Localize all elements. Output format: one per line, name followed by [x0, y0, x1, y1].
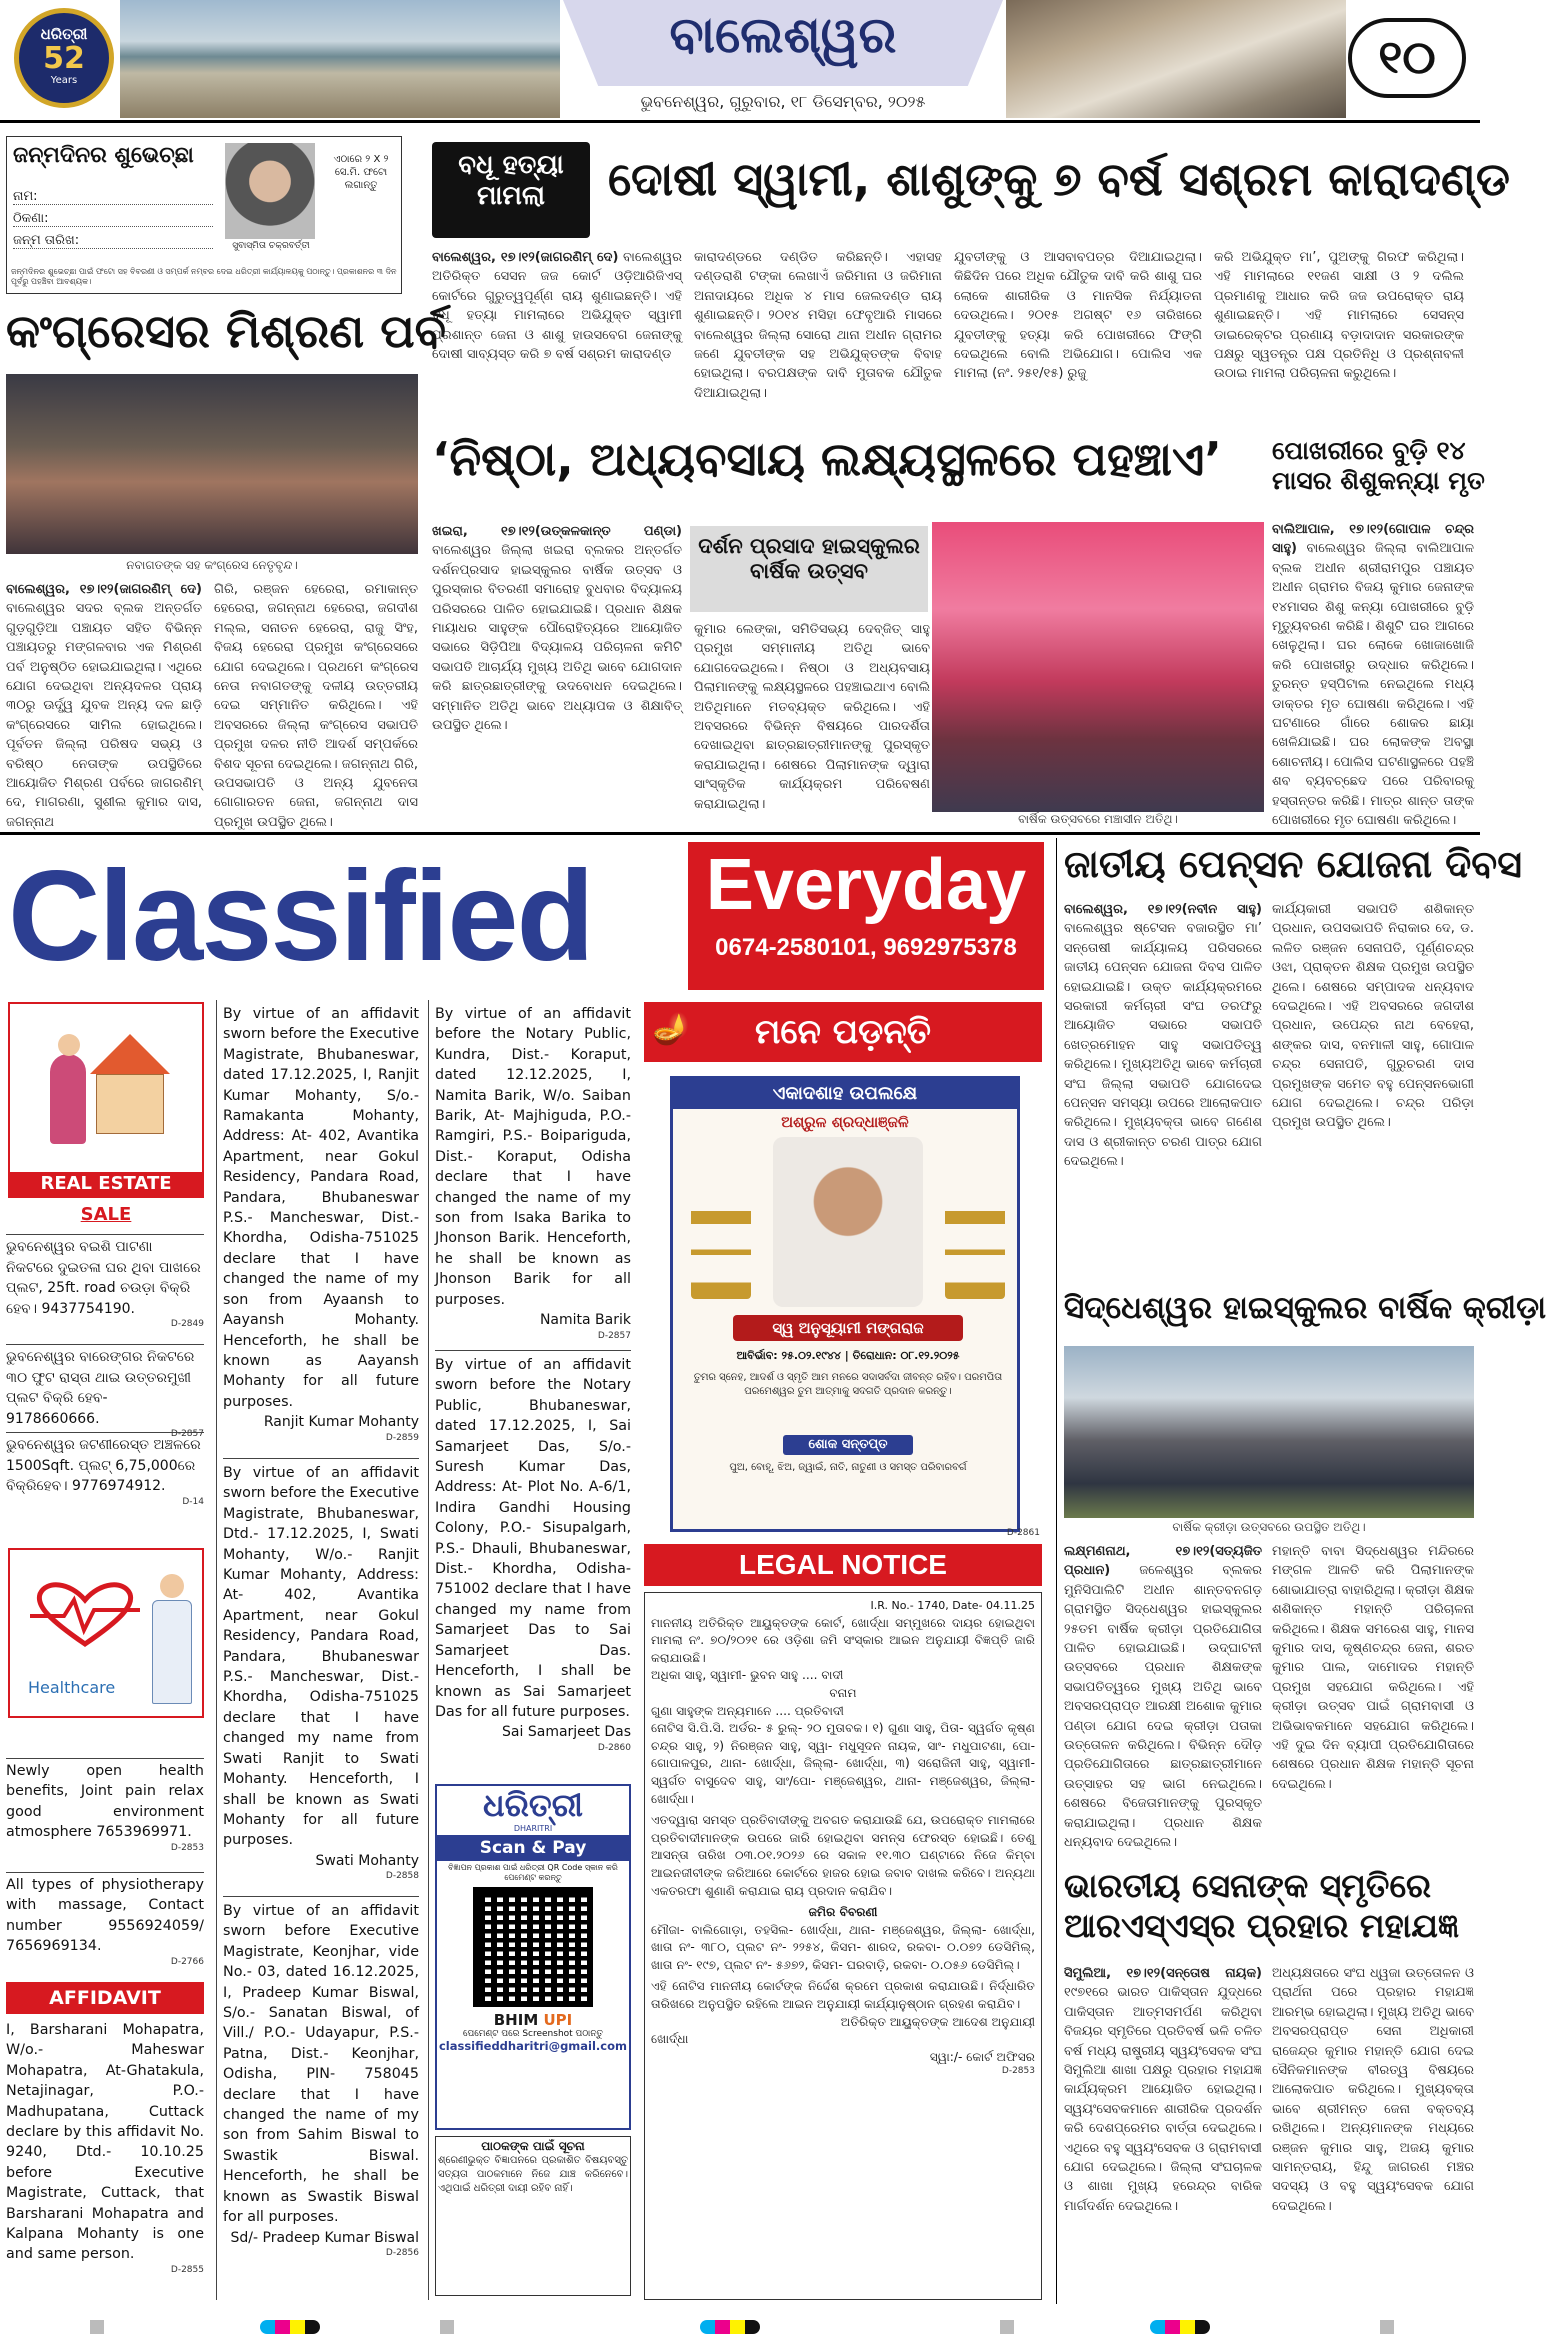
- affidavit-4-sign: Sd/- Pradeep Kumar Biswal: [230, 2229, 419, 2246]
- story-dowry-verdict: [432, 136, 1510, 420]
- obituary-card: [670, 1076, 1020, 1532]
- sale-ad-3-text: ଭୁବନେଶ୍ୱର ଜଟଣୀରେସ୍ତ ଅଞ୍ଚଳରେ 1500Sqft. ପ୍ଲଟ୍ 6,75,000ରେ ବିକ୍ରିହେବ। 9776974912.: [6, 1437, 201, 1494]
- photo-note: ଏଠାରେ ୨ X ୨ ସେ.ମି. ଫଟୋ ଲଗାନ୍ତୁ: [333, 154, 389, 191]
- affidavit-1-ref: D-2855: [170, 2264, 204, 2275]
- affidavit-4-text: By virtue of an affidavit sworn before Executive Magistrate, Keonjhar, vide No.- 03, dated 16.12.2025, I, Pradeep Kumar Biswal, S/o.- Sanatan Biswal, of Vill./ P.O.- Udayapur, P.S.- Patna, Dist.- Keonjhar, Odisha, PIN- 758045 declare that I have changed the name of my son from Sahim Biswal to Swastik Biswal. Henceforth, he shall be known as Swastik Biswal for all purposes.: [223, 1903, 419, 2226]
- health-ad-1-text: Newly open health benefits, Joint pain relax good environment atmosphere 7653969971.: [6, 1763, 204, 1841]
- upi-label: UPI: [543, 2011, 573, 2029]
- birthday-title: ଜନ୍ମଦିନର ଶୁଭେଚ୍ଛା: [13, 143, 194, 168]
- heartbeat-icon: [30, 1580, 140, 1650]
- affidavit-6-ref: D-2860: [597, 1742, 631, 1753]
- story2-caption: ନବାଗତଙ୍କ ସହ କଂଗ୍ରେସ ନେତୃବୃନ୍ଦ।: [126, 558, 298, 572]
- story1-col1: [432, 248, 682, 420]
- story3-col1-text: ବାଲେଶ୍ୱର ଜିଲ୍ଲା ଖଇରା ବ୍ଲକର ଅନ୍ତର୍ଗତ ଦର୍ଶନପ୍ରସାଦ ହାଇସ୍କୁଲର ବାର୍ଷିକ ଉତ୍ସବ ଓ ପୁରସ୍କାର ବିତରଣୀ ସମାରୋହ ବୁଧବାର ବିଦ୍ୟାଳୟ ପରିସରରେ ପାଳିତ ହୋଇଯାଇଛି। ପ୍ରଧାନ ଶିକ୍ଷକ ମାୟାଧର ସାହୁଙ୍କ ପୌରୋହିତ୍ୟରେ ଆୟୋଜିତ ସଭାରେ ସିଡ଼ିପିଆ ବିଦ୍ୟାଳୟ ପରିଚାଳନା କମିଟି ସଭାପତି ଆଚାର୍ଯ୍ୟ ମୁଖ୍ୟ ଅତିଥି ଭାବେ ଯୋଗଦାନ କରି ଛାତ୍ରଛାତ୍ରୀଙ୍କୁ ଉଦବୋଧନ ଦେଇଥିଲେ। ସମ୍ମାନିତ ଅତିଥି ଭାବେ ଅଧ୍ୟାପକ ଓ ଶିକ୍ଷାବିତ୍ ଉପସ୍ଥିତ ଥିଲେ।: [432, 543, 682, 734]
- screenshot-note: ପେମେଣ୍ଟ ପରେ Screenshot ପଠାନ୍ତୁ: [463, 2029, 603, 2039]
- story-pension-day: [1064, 842, 1522, 1282]
- classified-col-2: [216, 1000, 418, 2300]
- story7-byline: ସିମୁଲିଆ, ୧୭।୧୨(ସନ୍ତୋଷ ନାୟକ): [1064, 1966, 1262, 1981]
- page-number: [1348, 18, 1466, 98]
- story6-photo: [1064, 1346, 1474, 1518]
- everyday-box: [688, 842, 1044, 990]
- obituary-tribute: ଅଶ୍ରୁଳ ଶ୍ରଦ୍ଧାଞ୍ଜଳି: [781, 1113, 909, 1131]
- affidavit-2-ref: D-2859: [385, 1432, 419, 1443]
- payment-qr-code[interactable]: [473, 1887, 593, 2007]
- story7-col1-text: ୧୯୭୧ରେ ଭାରତ ପାକିସ୍ତାନ ଯୁଦ୍ଧରେ ପାକିସ୍ତାନ ଆତ୍ମସମର୍ପଣ କରିଥିବା ବିଜୟର ସ୍ମୃତିରେ ପ୍ରତିବର୍ଷ ଭଳି ଚଳିତ ବର୍ଷ ମଧ୍ୟ ରାଷ୍ଟ୍ରୀୟ ସ୍ୱୟଂସେବକ ସଂଘ ସିମୁଲିଆ ଶାଖା ପକ୍ଷରୁ ପ୍ରହାର ମହାଯଜ୍ଞ କାର୍ଯ୍ୟକ୍ରମ ଆୟୋଜିତ ହୋଇଥିଲା। ସ୍ୱୟଂସେବକମାନେ ଶାରୀରିକ ପ୍ରଦର୍ଶନ କରି ଦେଶପ୍ରେମର ବାର୍ତ୍ତା ଦେଇଥିଲେ। ଏଥିରେ ବହୁ ସ୍ୱୟଂସେବକ ଓ ଗ୍ରାମବାସୀ ଯୋଗ ଦେଇଥିଲେ। ଜିଲ୍ଲା ସଂଘଚାଳକ ଓ ଶାଖା ମୁଖ୍ୟ ହରେନ୍ଦ୍ର ବାରିକ ମାର୍ଗଦର୍ଶନ ଦେଇଥିଲେ।: [1064, 1985, 1262, 2214]
- classified-email[interactable]: classifieddharitri@gmail.com: [438, 2039, 628, 2053]
- classified-col-1: [6, 1000, 206, 2300]
- legal-body-3: ଏହି ନୋଟିସ ମାନନୀୟ କୋର୍ଟଙ୍କ ନିର୍ଦ୍ଦେଶ କ୍ରମେ ପ୍ରକାଶ କରାଯାଉଛି। ନିର୍ଦ୍ଧାରିତ ତାରିଖରେ ଅନୁପସ୍ଥିତ ରହିଲେ ଆଇନ ଅନୁଯାୟୀ କାର୍ଯ୍ୟାନୁଷ୍ଠାନ ଗ୍ରହଣ କରାଯିବ।: [651, 1979, 1035, 2012]
- anniversary-badge: [14, 8, 114, 108]
- birthday-field-address: ଠିକଣା:: [13, 211, 213, 227]
- reader-notice-title: ପାଠକଙ୍କ ପାଇଁ ସୂଚନା: [481, 2139, 585, 2153]
- affidavit-5: [435, 1004, 631, 1344]
- story3-caption: ବାର୍ଷିକ ଉତ୍ସବରେ ମଞ୍ଚାସୀନ ଅତିଥି।: [1018, 812, 1178, 826]
- classified-tagline: Everyday: [705, 845, 1027, 925]
- story1-col4: କରି ଅଭିଯୁକ୍ତ ମା’, ପୁଅଙ୍କୁ ଗିରଫ କରିଥିଲା। ଏହି ମାମଲାରେ ୧୧ଜଣ ସାକ୍ଷୀ ଓ ୨ ଦଲିଲ ପ୍ରମାଣକୁ ଆଧାର କରି ଜଜ ଉପରୋକ୍ତ ରାୟ ଶୁଣାଇଛନ୍ତି। ଏହି ମାମଲାରେ ସେସନ୍ସ ଡାଇରେକ୍ଟର ପ୍ରଣାୟ ବଡ଼ାଦାଦାନ ସରକାରଙ୍କ ପକ୍ଷରୁ ସ୍ୱତନ୍ତ୍ର ପକ୍ଷ ପ୍ରତିନିଧି ଓ ପ୍ରଶ୍ନାବଳୀ ଉଠାଇ ମାମଲା ପରିଚାଳନା କରୁଥିଲେ।: [1214, 250, 1464, 382]
- story3-subhead: [690, 526, 928, 612]
- story3-photo: [932, 522, 1264, 812]
- classified-title: Classified: [8, 845, 593, 988]
- doctor-illustration: [150, 1574, 194, 1704]
- birthday-field-dob: ଜନ୍ମ ତାରିଖ:: [13, 233, 213, 249]
- obituary-message: ତୁମର ସ୍ନେହ, ଆଦର୍ଶ ଓ ସ୍ମୃତି ଆମ ମନରେ ସଦାସର୍ବଦା ଜୀବନ୍ତ ରହିବ। ପରମପିତା ପରମେଶ୍ୱର ତୁମ ଆତ୍ମାକୁ ସଦଗତି ପ୍ରଦାନ କରନ୍ତୁ।: [693, 1372, 1003, 1397]
- affidavit-3-ref: D-2858: [385, 1871, 419, 1882]
- story1-col1-text: ବାଲେଶ୍ୱର ଅତିରିକ୍ତ ସେସନ ଜଜ କୋର୍ଟ ଓଡ଼ିଆରିଜିଏସ୍ କୋର୍ଟରେ ଗୁରୁତ୍ୱପୂର୍ଣ୍ଣ ରାୟ ଶୁଣାଇଛନ୍ତି। ଏହି ବଧୂ ହତ୍ୟା ମାମଲାରେ ଅଭିଯୁକ୍ତ ସ୍ୱାମୀ ପ୍ରଶାନ୍ତ ଜେନା ଓ ଶାଶୁ ହାଉସବେଗ ଜେନାଙ୍କୁ ଦୋଷୀ ସାବ୍ୟସ୍ତ କରି ୭ ବର୍ଷ ସଶ୍ରମ କାରାଦଣ୍ଡ: [432, 250, 682, 363]
- sale-ad-1: [6, 1234, 204, 1338]
- story5-col1-text: ବାଲେଶ୍ୱର ଷ୍ଟେସନ ବଜାରସ୍ଥିତ ମା’ ସନ୍ତୋଷୀ କାର୍ଯ୍ୟାଳୟ ପରିସରରେ ଜାତୀୟ ପେନ୍ସନ ଯୋଜନା ଦିବସ ପାଳିତ ହୋଇଯାଇଛି। ଉକ୍ତ କାର୍ଯ୍ୟକ୍ରମରେ ସରକାରୀ କର୍ମଚାରୀ ସଂଘ ତରଫରୁ ଆୟୋଜିତ ସଭାରେ ସଭାପତି ଖେତ୍ରମୋହନ ସାହୁ ସଭାପତିତ୍ୱ କରିଥିଲେ। ମୁଖ୍ୟଅତିଥି ଭାବେ କର୍ମଚାରୀ ସଂଘ ଜିଲ୍ଲା ସଭାପତି ଯୋଗଦେଇ ପେନ୍ସନ ସମସ୍ୟା ଉପରେ ଆଲୋକପାତ କରିଥିଲେ। ମୁଖ୍ୟବକ୍ତା ଭାବେ ଗଣେଶ ଦାସ ଓ ଶ୍ରୀକାନ୍ତ ଚରଣ ପାତ୍ର ଯୋଗ ଦେଇଥିଲେ।: [1064, 921, 1262, 1170]
- subhead-line-2: ବାର୍ଷିକ ଉତ୍ସବ: [750, 559, 868, 583]
- healthcare-card: [8, 1548, 204, 1718]
- affidavit-3-sign: Swati Mohanty: [315, 1852, 419, 1869]
- child-name: ସୁବାସ୍ମିତା ଚକ୍ରବର୍ତ୍ତୀ: [232, 241, 310, 251]
- legal-notice-title: LEGAL NOTICE: [644, 1544, 1042, 1586]
- real-estate-label: REAL ESTATE: [10, 1172, 202, 1196]
- portrait-photo: [773, 1137, 923, 1307]
- remembrance-banner-text: ମନେ ପଡ଼ନ୍ତି: [754, 1012, 932, 1052]
- sale-ad-3: [6, 1432, 204, 1528]
- schedule-text: ମୌଜା- ବାଲିଗୋଡ଼ା, ତହସିଲ- ଖୋର୍ଦ୍ଧା, ଥାନା- ମଞ୍ଜେଶ୍ୱର, ଜିଲ୍ଲା- ଖୋର୍ଦ୍ଧା, ଖାତା ନଂ- ୩୮୦, ପ୍ଲଟ ନଂ- ୨୨୫୪, କିସମ- ଶାରଦ, ରକବା- ୦.୦୭୨ ଡେସିମିଲ୍, ଖାତା ନଂ- ୧୯୭, ପ୍ଲଟ ନଂ- ୫୬୭୨, କିସମ- ଘରବାଡ଼ି, ରକବା- ୦.୦୫୬ ଡେସିମିଲ୍।: [651, 1922, 1035, 1972]
- obituary-occasion: ଏକାଦଶାହ ଉପଲକ୍ଷେ: [673, 1079, 1017, 1109]
- affidavit-2-sign: Ranjit Kumar Mohanty: [263, 1414, 419, 1431]
- story6-headline: ସିଦ୍ଧେଶ୍ୱର ହାଇସ୍କୁଲର ବାର୍ଷିକ କ୍ରୀଡ଼ା: [1064, 1290, 1546, 1326]
- kicker-line-1: ବଧୂ ହତ୍ୟା: [458, 150, 564, 180]
- house-illustration: [50, 1024, 170, 1164]
- bhim-upi-logo: [437, 2011, 629, 2029]
- healthcare-label: Healthcare: [28, 1678, 116, 1697]
- story-school-annual: [432, 430, 1264, 828]
- legal-parties: ଅଧିକା ସାହୁ, ସ୍ୱାମୀ- ଭୁବନ ସାହୁ .... ବାଦୀ: [651, 1668, 844, 1683]
- affidavit-6: [435, 1350, 631, 1778]
- story2-headline: କଂଗ୍ରେସର ମିଶ୍ରଣ ପର୍ବ: [6, 304, 447, 358]
- story3-col1: [432, 522, 682, 822]
- story3-headline: ‘ନିଷ୍ଠା, ଅଧ୍ୟବସାୟ ଲକ୍ଷ୍ୟସ୍ଥଳରେ ପହଞ୍ଚାଏ’: [432, 432, 1222, 486]
- story3-byline: ଖଇରା, ୧୭।୧୨(ଉତ୍କଳକାନ୍ତ ପଣ୍ଡା): [432, 524, 682, 539]
- story7-col2: ଅଧ୍ୟକ୍ଷତାରେ ସଂଘ ଧ୍ୱଜା ଉତ୍ତୋଳନ ଓ ପ୍ରାର୍ଥନା ପରେ ପ୍ରହାର ମହାଯଜ୍ଞ ଆରମ୍ଭ ହୋଇଥିଲା। ମୁଖ୍ୟ ଅତିଥି ଭାବେ ଅବସରପ୍ରାପ୍ତ ସେନା ଅଧିକାରୀ ରାଜେନ୍ଦ୍ର କୁମାର ମହାନ୍ତି ଯୋଗ ଦେଇ ସୈନିକମାନଙ୍କ ବୀରତ୍ୱ ବିଷୟରେ ଆଲୋକପାତ କରିଥିଲେ। ମୁଖ୍ୟବକ୍ତା ଭାବେ ଶ୍ରୀମନ୍ତ ଜେନା ବକ୍ତବ୍ୟ ରଖିଥିଲେ। ଅନ୍ୟମାନଙ୍କ ମଧ୍ୟରେ ରଞ୍ଜନ କୁମାର ସାହୁ, ଅଜୟ କୁମାର ସାମନ୍ତରାୟ, ହିନ୍ଦୁ ଜାଗରଣ ମଞ୍ଚର ସଦସ୍ୟ ଓ ବହୁ ସ୍ୱୟଂସେବକ ଯୋଗ ଦେଇଥିଲେ।: [1272, 1966, 1474, 2214]
- sale-ad-2-ref: D-2857: [170, 1429, 204, 1439]
- story7-col1: [1064, 1964, 1262, 2302]
- story1-byline: ବାଲେଶ୍ୱର, ୧୭।୧୨(ଜାଗରଣିମ୍ ଦେ): [432, 250, 619, 265]
- story-drowning: [1272, 436, 1485, 829]
- story6-caption: ବାର୍ଷିକ କ୍ରୀଡ଼ା ଉତ୍ସବରେ ଉପସ୍ଥିତ ଅତିଥି।: [1172, 1520, 1366, 1534]
- obituary-ref: D-2861: [1006, 1528, 1040, 1538]
- affidavit-4-ref: D-2856: [385, 2248, 419, 2258]
- mourners-title: ଶୋକ ସନ୍ତପ୍ତ: [783, 1435, 913, 1455]
- health-ad-2-text: All types of physiotherapy with massage, Contact number 9556924059/ 7656969134.: [6, 1877, 204, 1955]
- scan-instruction: ବିଜ୍ଞାପନ ପ୍ରକାଶ ପାଇଁ ଧରିତ୍ରୀ QR Code ସ୍କାନ କରି ପେମେଣ୍ଟ କରନ୍ତୁ: [448, 1863, 618, 1882]
- legal-intro: ମାନନୀୟ ଅତିରିକ୍ତ ଆୟୁକ୍ତଙ୍କ କୋର୍ଟ, ଖୋର୍ଦ୍ଧା ସମ୍ମୁଖରେ ଦାୟର ହୋଇଥିବା ମାମଲା ନଂ. ୭୦/୨୦୨୧ ରେ ଓଡ଼ିଶା ଜମି ସଂସ୍କାର ଆଇନ ଅନୁଯାୟୀ ବିଜ୍ଞପ୍ତି ଜାରି କରାଯାଉଛି।: [651, 1615, 1035, 1665]
- affidavit-2-text: By virtue of an affidavit sworn before the Executive Magistrate, Bhubaneswar, dated 17.12.2025, I, Ranjit Kumar Mohanty, S/o.- Ramakanta Mohanty, Address: At- 402, Avantika Apartment, near Gokul Residency, Pandara Road, Pandara, Bhubaneswar P.S.- Mancheswar, Dist.- Khordha, Odisha-751025 declare that I have changed the name of my son from Ayaansh to Aayansh Mohanty. Henceforth, he shall be known as Aayansh Mohanty for all future purposes.: [223, 1006, 419, 1410]
- print-marks: [0, 2310, 1480, 2339]
- obituary-dates: ଆବିର୍ଭାବ: ୨୫.୦୨.୧୯୪୪ | ତିରୋଧାନ: ୦୮.୧୨.୨୦୨୫: [736, 1349, 960, 1362]
- sale-ad-2: [6, 1344, 204, 1439]
- kicker-line-2: ମାମଲା: [477, 181, 545, 211]
- legal-ref: D-2853: [1001, 2066, 1035, 2077]
- legal-respondents: ଗୁଣା ସାହୁଙ୍କ ଅନ୍ୟମାନେ .... ପ୍ରତିବାଦୀ: [651, 1703, 844, 1718]
- story5-byline: ବାଲେଶ୍ୱର, ୧୭।୧୨(ନବୀନ ସାହୁ): [1064, 902, 1262, 917]
- sale-ad-1-ref: D-2849: [170, 1319, 204, 1329]
- story2-photo: [6, 374, 418, 554]
- birthday-field-name: ନାମ:: [13, 189, 213, 205]
- badge-years: 52: [43, 41, 85, 76]
- dharitri-logo: ଧରିତ୍ରୀ: [483, 1786, 583, 1824]
- health-ad-2: [6, 1872, 204, 1976]
- classified-banner: [0, 838, 1050, 998]
- page-number-value: ୧୦: [1378, 30, 1436, 84]
- story1-col2: କାରାଦଣ୍ଡରେ ଦଣ୍ଡିତ କରିଛନ୍ତି। ଏହାସହ ଦଣ୍ଡରାଶି ଟଙ୍କା ଲେଖାଏଁ ଜରିମାନା ଓ ଜରିମାନା ଅନାଦାୟରେ ଅଧିକ ୪ ମାସ ଜେଲଦଣ୍ଡ ରାୟ ଶୁଣାଇଛନ୍ତି। ୨୦୧୪ ମସିହା ଫେବୃଆରି ମାସରେ ବାଲେଶ୍ୱର ଜିଲ୍ଲା ସୋରୋ ଥାନା ଅଧୀନ ଗ୍ରାମର ଜଣେ ଯୁବତୀଙ୍କ ସହ ଅଭିଯୁକ୍ତଙ୍କ ବିବାହ ହୋଇଥିଲା। ବରପକ୍ଷଙ୍କ ଦାବି ମୁତାବକ ଯୌତୁକ ଦିଆଯାଇଥିଲା।: [694, 250, 942, 401]
- legal-place: ଖୋର୍ଦ୍ଧା: [651, 2032, 689, 2047]
- badge-brand: ଧରିତ୍ରୀ: [40, 25, 88, 43]
- sale-ad-1-text: ଭୁବନେଶ୍ୱର ବଇଶି ପାଟଣା ନିକଟରେ ଦୁଇତଳା ଘର ଥିବା ପାଖରେ ପ୍ଲଟ, 25ft. road ଚଉଡ଼ା ବିକ୍ରି ହେବ। 9437754190.: [6, 1239, 201, 1317]
- affidavit-2: [223, 1004, 419, 1454]
- dharitri-logo-sub: DHARITRI: [513, 1824, 553, 1833]
- badge-years-label: Years: [50, 75, 78, 86]
- classified-col-3: [428, 1000, 632, 2300]
- story4-byline: ବାଲିଆପାଳ, ୧୭।୧୨(ଗୋପାଳ ଚନ୍ଦ୍ର ସାହୁ): [1272, 522, 1474, 557]
- story1-col3: ଯୁବତୀଙ୍କୁ ଓ ଆସବାବପତ୍ର ଦିଆଯାଇଥିଲା। କିଛିଦିନ ପରେ ଅଧିକ ଯୌତୁକ ଦାବି କରି ଶାଶୁ ଘର ଲୋକେ ଶାରୀରିକ ଓ ମାନସିକ ନିର୍ଯ୍ୟାତନା ଦେଉଥିଲେ। ୨୦୧୫ ଅଗଷ୍ଟ ୧୬ ତାରିଖରେ ଯୁବତୀଙ୍କୁ ହତ୍ୟା କରି ପୋଖରୀରେ ଫିଙ୍ଗି ଦେଇଥିଲେ ବୋଲି ଅଭିଯୋଗ। ପୋଲିସ ଏକ ମାମଲା (ନଂ. ୨୫୧/୧୫) ରୁଜୁ: [954, 250, 1202, 382]
- affidavit-6-sign: Sai Samarjeet Das: [502, 1724, 631, 1741]
- story1-headline: ଦୋଷୀ ସ୍ୱାମୀ, ଶାଶୁଙ୍କୁ ୭ ବର୍ଷ ସଶ୍ରମ କାରାଦଣ୍ଡ: [608, 152, 1510, 206]
- birthday-footer: ଜନ୍ମଦିନର ଶୁଭେଚ୍ଛା ପାଇଁ ଫଟୋ ସହ ବିବରଣୀ ଓ ସମ୍ପର୍କ ନମ୍ବର ଦେଇ ଧରିତ୍ରୀ କାର୍ଯ୍ୟାଳୟକୁ ପଠାନ୍ତୁ। ପ୍ରକାଶନର ୩ ଦିନ ପୂର୍ବରୁ ପହଞ୍ଚିବା ଆବଶ୍ୟକ।: [11, 267, 397, 286]
- story2-col2: ଗିରି, ରଞ୍ଜନ ହେରେରା, ରମାକାନ୍ତ ହେରେରା, ଜଗନ୍ନାଥ ହେରେରା, ଜଗଦୀଶ ମଲ୍ଲ, ସନାତନ ହେରେରା, ରାଜୁ ସିଂହ, ବିଜୟ ହେରେରା ପ୍ରମୁଖ କଂଗ୍ରେସରେ ଯୋଗ ଦେଇଥିଲେ। ପ୍ରଥମେ କଂଗ୍ରେସ ନେତା ନବାଗତଙ୍କୁ ଦଳୀୟ ଉତ୍ତରୀୟ ଦେଇ ସମ୍ମାନିତ କରିଥିଲେ। ଏହି ଅବସରରେ ଜିଲ୍ଲା କଂଗ୍ରେସ ସଭାପତି ପ୍ରମୁଖ ଦଳର ନୀତି ଆଦର୍ଶ ସମ୍ପର୍କରେ ବିଶଦ ସୂଚନା ଦେଇଥିଲେ। ଜଗନ୍ନାଥ ଗିରି, ଉପସଭାପତି ଓ ଅନ୍ୟ ଯୁବନେତା ଗୋଗାରତନ ଜେନା, ଜଗନ୍ନାଥ ଦାସ ପ୍ରମୁଖ ଉପସ୍ଥିତ ଥିଲେ।: [214, 582, 418, 830]
- remembrance-block: [640, 1000, 1046, 1540]
- story-sports-day: [1064, 1290, 1546, 1860]
- child-photo: [225, 143, 315, 239]
- lamp-right-icon: [945, 1189, 1005, 1299]
- sale-ad-3-ref: D-14: [182, 1496, 204, 1507]
- subhead-line-1: ଦର୍ଶନ ପ୍ରସାଦ ହାଇସ୍କୁଲର: [698, 534, 920, 558]
- story-rss-yagna: [1064, 1866, 1474, 2304]
- affidavit-4: [223, 1896, 419, 2296]
- story6-byline: ଲକ୍ଷ୍ମଣନାଥ, ୧୭।୧୨(ସତ୍ୟଜିତ ପ୍ରଧାନ): [1064, 1544, 1262, 1579]
- affidavit-5-sign: Namita Barik: [539, 1312, 631, 1329]
- health-ad-2-ref: D-2766: [170, 1956, 204, 1967]
- affidavit-label: AFFIDAVIT: [6, 1982, 204, 2014]
- legal-notice: [640, 1544, 1046, 2304]
- reader-notice: [435, 2136, 631, 2296]
- birthday-box: [6, 136, 402, 294]
- section-title: ବାଲେଶ୍ୱର: [669, 6, 897, 64]
- mourners-list: ପୁଅ, ବୋହୂ, ଝିଅ, ଜ୍ୱାଇଁ, ନାତି, ନାତୁଣୀ ଓ ସମସ୍ତ ପରିବାରବର୍ଗ: [729, 1462, 967, 1473]
- story4-body: [1272, 520, 1474, 829]
- legal-notice-box: [644, 1592, 1042, 2300]
- story1-kicker: [432, 142, 590, 238]
- affidavit-1: [6, 2020, 204, 2300]
- reader-notice-text: ଶ୍ରେଣୀଭୁକ୍ତ ବିଜ୍ଞାପନରେ ପ୍ରକାଶିତ ବିଷୟବସ୍ତୁ ସତ୍ୟତା ପାଠକମାନେ ନିଜେ ଯାଞ୍ଚ କରିନେବେ। ଏଥିପାଇଁ ଧରିତ୍ରୀ ଦାୟୀ ରହିବ ନାହିଁ।: [438, 2155, 628, 2194]
- remembrance-banner: [644, 1002, 1042, 1062]
- story6-col2: ମହାନ୍ତି ବାବା ସିଦ୍ଧେଶ୍ୱର ମନ୍ଦିରରେ ମଙ୍ଗଳ ଆଳତି କରି ପିଲାମାନଙ୍କ ଶୋଭାଯାତ୍ରା ବାହାରିଥିଲା। କ୍ରୀଡ଼ା ଶିକ୍ଷକ ଶଶିକାନ୍ତ ମହାନ୍ତି ପରିଚାଳନା କରିଥିଲେ। ଶିକ୍ଷକ ସମରେଶ ସାହୁ, ମାନସ କୁମାର ଦାସ, କୃଷ୍ଣଚନ୍ଦ୍ର ଜେନା, ଶରତ କୁମାର ପାଲ, ଦାମୋଦର ମହାନ୍ତି ପ୍ରମୁଖ ସହଯୋଗ କରିଥିଲେ। ଏହି କ୍ରୀଡ଼ା ଉତ୍ସବ ପାଇଁ ଗ୍ରାମବାସୀ ଓ ଅଭିଭାବକମାନେ ସହଯୋଗ କରିଥିଲେ। ଏହି ଦୁଇ ଦିନ ବ୍ୟାପୀ ପ୍ରତିଯୋଗିତାରେ ଶେଷରେ ପ୍ରଧାନ ଶିକ୍ଷକ ମହାନ୍ତି ସୂଚନା ଦେଇଥିଲେ।: [1272, 1544, 1474, 1792]
- schedule-title: ଜମିର ବିବରଣୀ: [808, 1905, 878, 1920]
- story2-col1-text: ବାଲେଶ୍ୱର ସଦର ବ୍ଲକ ଅନ୍ତର୍ଗତ ଗୁଡ଼ଗୁଡ଼ିଆ ପଞ୍ଚାୟତ ସହିତ ବିଭିନ୍ନ ପଞ୍ଚାୟତରୁ ମଙ୍ଗଳବାର ଏକ ମିଶ୍ରଣ ପର୍ବ ଅନୁଷ୍ଠିତ ହୋଇଯାଇଥିଲା। ଏଥିରେ ଯୋଗ ଦେଇଥିବା ଅନ୍ୟଦଳର ପ୍ରାୟ ୩୦ରୁ ଊର୍ଦ୍ଧ୍ୱ ଯୁବକ ଅନ୍ୟ ଦଳ ଛାଡ଼ି କଂଗ୍ରେସରେ ସାମିଲ ହୋଇଥିଲେ। ପୂର୍ବତନ ଜିଲ୍ଲା ପରିଷଦ ସଭ୍ୟ ଓ ବରିଷ୍ଠ ନେତାଙ୍କ ଉପସ୍ଥିତିରେ ଆୟୋଜିତ ମିଶ୍ରଣ ପର୍ବରେ ଜାଗରଣିମ୍ ଦେ, ମାଗରଣା, ସୁଶୀଲ କୁମାର ଦାସ, ଜଗନ୍ନାଥ: [6, 601, 202, 830]
- lamp-left-icon: [691, 1189, 751, 1299]
- health-ad-1-ref: D-2853: [170, 1842, 204, 1853]
- affidavit-3-text: By virtue of an affidavit sworn before the Executive Magistrate, Bhubaneswar, Dtd.- 17.12.2025, I, Swati Mohanty, W/o.- Ranjit Kumar Mohanty, Address: At- 402, Avantika Apartment, near Gokul Residency, Pandara Road, Pandara, Bhubaneswar P.S.- Mancheswar, Dist.- Khordha, Odisha-751025 declare that I have changed my name from Swati Ranjit to Swati Mohanty. Henceforth, I shall be known as Swati Mohanty for all future purposes.: [223, 1465, 419, 1849]
- temple-photo: [1006, 0, 1346, 118]
- affidavit-1-text: I, Barsharani Mohapatra, W/o.- Maheswar Mohapatra, At-Ghatakula, Netajinagar, P.O.- Madhupatana, Cuttack declare by this affidavit No. 9240, Dtd.- 10.10.25 before Executive Magistrate, Cuttack, that Barsharani Mohapatra and Kalpana Mohanty is one and same person.: [6, 2022, 204, 2263]
- affidavit-6-text: By virtue of an affidavit sworn before the Notary Public, Bhubaneswar, dated 17.12.2025, I, Sai Samarjeet Das, S/o.- Suresh Kumar Das, Address: At- Plot No. A-6/1, Indira Gandhi Housing Colony, P.O.- Sisupalgarh, P.S.- Dhauli, Bhubaneswar, Dist.- Khordha, Odisha-751002 declare that I have changed my name from Samarjeet Das to Sai Samarjeet Das. Henceforth, I shall be known as Sai Samarjeet Das for all future purposes.: [435, 1357, 631, 1720]
- real-estate-card: [8, 1002, 204, 1198]
- scan-pay-label: Scan & Pay: [437, 1835, 629, 1861]
- story6-col1: [1064, 1542, 1262, 1858]
- story6-col1-text: ଜଳେଶ୍ୱର ବ୍ଲକର ମୁନିସିପାଲିଟି ଅଧୀନ ଶାନ୍ତବନଗଡ଼ ଗ୍ରାମସ୍ଥିତ ସିଦ୍ଧେଶ୍ୱର ହାଇସ୍କୁଲର ୨୫ତମ ବାର୍ଷିକ କ୍ରୀଡ଼ା ପ୍ରତିଯୋଗିତା ପାଳିତ ହୋଇଯାଇଛି। ଉଦ୍‌ଘାଟନୀ ଉତ୍ସବରେ ପ୍ରଧାନ ଶିକ୍ଷକଙ୍କ ସଭାପତିତ୍ୱରେ ମୁଖ୍ୟ ଅତିଥି ଭାବେ ଅବସରପ୍ରାପ୍ତ ଆରକ୍ଷୀ ଅଶୋକ କୁମାର ପଣ୍ଡା ଯୋଗ ଦେଇ କ୍ରୀଡ଼ା ପତାକା ଉତ୍ତୋଳନ କରିଥିଲେ। ବିଭିନ୍ନ ଦୌଡ଼ ପ୍ରତିଯୋଗିତାରେ ଛାତ୍ରଛାତ୍ରୀମାନେ ଉତ୍ସାହର ସହ ଭାଗ ନେଇଥିଲେ। ଶେଷରେ ବିଜେତାମାନଙ୍କୁ ପୁରସ୍କୃତ କରାଯାଇଥିଲା। ପ୍ରଧାନ ଶିକ୍ଷକ ଧନ୍ୟବାଦ ଦେଇଥିଲେ।: [1064, 1563, 1262, 1851]
- masthead-dateline: ଭୁବନେଶ୍ୱର, ଗୁରୁବାର, ୧୮ ଡିସେମ୍ବର, ୨୦୨୫: [640, 92, 926, 111]
- story5-col2: କାର୍ଯ୍ୟକାରୀ ସଭାପତି ଶଶିକାନ୍ତ ପ୍ରଧାନ, ଉପସଭାପତି ନିରାକାର ଦେ, ଡ. ଲଳିତ ରଞ୍ଜନ ସେନାପତି, ପୂର୍ଣ୍ଣଚନ୍ଦ୍ର ଓଝା, ପ୍ରାକ୍ତନ ଶିକ୍ଷକ ପ୍ରମୁଖ ଉପସ୍ଥିତ ଥିଲେ। ଶେଷରେ ସମ୍ପାଦକ ଧନ୍ୟବାଦ ଦେଇଥିଲେ। ଏହି ଅବସରରେ ଜଗଦୀଶ ପ୍ରଧାନ, ଉପେନ୍ଦ୍ର ନାଥ ବେହେରା, ଶଙ୍କର ଦାସ, ବନମାଳୀ ସାହୁ, ଗୋପାଳ ଚନ୍ଦ୍ର ସେନାପତି, ଗୁରୁଚରଣ ଦାସ ପ୍ରମୁଖଙ୍କ ସମେତ ବହୁ ପେନ୍ସନଭୋଗୀ ଯୋଗ ଦେଇଥିଲେ। ଚନ୍ଦ୍ର ପରିଡ଼ା ପ୍ରମୁଖ ଉପସ୍ଥିତ ଥିଲେ।: [1272, 902, 1474, 1131]
- lamp-icon: 🪔: [652, 1012, 690, 1047]
- story4-headline-1: ପୋଖରୀରେ ବୁଡ଼ି ୧୪: [1272, 436, 1466, 465]
- story4-body-text: ବାଲେଶ୍ୱର ଜିଲ୍ଲା ବାଲିଆପାଳ ବ୍ଲକ ଅଧୀନ ଶ୍ରୀରାମପୁର ପଞ୍ଚାୟତ ଅଧୀନ ଗ୍ରାମର ବିଜୟ କୁମାର ଜେନାଙ୍କ ୧୪ମାସର ଶିଶୁ କନ୍ୟା ପୋଖରୀରେ ବୁଡ଼ି ମୃତ୍ୟୁବରଣ କରିଛି। ଶିଶୁଟି ଘର ଆଗରେ ଖେଳୁଥିଲା। ଘର ଲୋକେ ଖୋଜାଖୋଜି କରି ପୋଖରୀରୁ ଉଦ୍ଧାର କରିଥିଲେ। ତୁରନ୍ତ ହସ୍ପିଟାଲ ନେଇଥିଲେ ମଧ୍ୟ ଡାକ୍ତର ମୃତ ଘୋଷଣା କରିଥିଲେ। ଏହି ଘଟଣାରେ ଗାଁରେ ଶୋକର ଛାୟା ଖେଳିଯାଇଛି। ଘର ଲୋକଙ୍କ ଅବସ୍ଥା ଶୋଚନୀୟ। ପୋଲିସ ଘଟଣାସ୍ଥଳରେ ପହଞ୍ଚି ଶବ ବ୍ୟବଚ୍ଛେଦ ପରେ ପରିବାରକୁ ହସ୍ତାନ୍ତର କରିଛି। ମାତ୍ର ଶାନ୍ତ ତାଙ୍କ ପୋଖରୀରେ ମୃତ ଘୋଷଣା କରିଥିଲେ।: [1272, 541, 1474, 829]
- obituary-name: ସ୍ୱ ଅନୁସୂୟାମୀ ମଙ୍ଗରାଜ: [733, 1315, 963, 1341]
- case-ref: I.R. No.- 1740, Date- 04.11.25: [870, 1599, 1035, 1612]
- story2-byline: ବାଲେଶ୍ୱର, ୧୭।୧୨(ଜାଗରଣିମ୍ ଦେ): [6, 582, 202, 597]
- affidavit-5-text: By virtue of an affidavit before the Notary Public, Kundra, Dist.- Koraput, dated 12.12.2025, I, Namita Barik, W/o. Saiban Barik, At- Majhiguda, P.O.- Ramgiri, P.S.- Boipariguda, Dist.- Koraput, Odisha declare that I have changed the name of my son from Isaka Barika to Jhonson Barik. Henceforth, he shall be known as Jhonson Barik for all purposes.: [435, 1006, 631, 1308]
- legal-body-2: ଏତଦ୍ୱାରା ସମସ୍ତ ପ୍ରତିବାଦୀଙ୍କୁ ଅବଗତ କରାଯାଉଛି ଯେ, ଉପରୋକ୍ତ ମାମଲାରେ ପ୍ରତିବାଦୀମାନଙ୍କ ଉପରେ ଜାରି ହୋଇଥିବା ସମନ୍ସ ଫେରସ୍ତ ହୋଇଛି। ତେଣୁ ଆସନ୍ତା ତାରିଖ ୦୩.୦୧.୨୦୨୬ ରେ ସକାଳ ୧୧.୩୦ ଘଣ୍ଟାରେ ନିଜେ କିମ୍ବା ଆଇନଜୀବୀଙ୍କ ଜରିଆରେ କୋର୍ଟରେ ହାଜର ହୋଇ ଜବାବ ଦାଖଲ କରିବେ। ଅନ୍ୟଥା ଏକତରଫା ଶୁଣାଣି କରାଯାଇ ରାୟ ପ୍ରଦାନ କରାଯିବ।: [651, 1813, 1035, 1898]
- masthead: [0, 0, 1480, 122]
- section-title-block: [563, 0, 1003, 122]
- sale-label: SALE: [80, 1204, 132, 1225]
- dharitri-pay-box: [435, 1784, 631, 2130]
- story3-col2: କୁମାର ଲେଙ୍କା, ସମିତିସଭ୍ୟ ଦେବ୍ଜିତ୍ ସାହୁ ପ୍ରମୁଖ ସମ୍ମାନୀୟ ଅତିଥି ଭାବେ ଯୋଗଦେଇଥିଲେ। ନିଷ୍ଠା ଓ ଅଧ୍ୟବସାୟ ପିଲାମାନଙ୍କୁ ଲକ୍ଷ୍ୟସ୍ଥଳରେ ପହଞ୍ଚାଇଥାଏ ବୋଲି ଅତିଥିମାନେ ମତବ୍ୟକ୍ତ କରିଥିଲେ। ଏହି ଅବସରରେ ବିଭିନ୍ନ ବିଷୟରେ ପାରଦର୍ଶିତା ଦେଖାଇଥିବା ଛାତ୍ରଛାତ୍ରୀମାନଙ୍କୁ ପୁରସ୍କୃତ କରାଯାଇଥିଲା। ଶେଷରେ ପିଲାମାନଙ୍କ ଦ୍ୱାରା ସାଂସ୍କୃତିକ କାର୍ଯ୍ୟକ୍ରମ ପରିବେଷଣ କରାଯାଇଥିଲା।: [694, 622, 930, 812]
- affidavit-5-ref: D-2857: [597, 1330, 631, 1341]
- affidavit-3: [223, 1458, 419, 1888]
- story5-col1: [1064, 900, 1262, 1280]
- story5-headline: ଜାତୀୟ ପେନ୍ସନ ଯୋଜନା ଦିବସ: [1064, 842, 1522, 886]
- bhim-label: BHIM: [493, 2011, 539, 2029]
- health-ad-1: [6, 1758, 204, 1864]
- classified-phones: 0674-2580101, 9692975378: [715, 934, 1017, 961]
- story2-col1: [6, 580, 202, 830]
- story7-headline-2: ଆରଏସ୍ଏସ୍‌ର ପ୍ରହାର ମହାଯଜ୍ଞ: [1064, 1906, 1460, 1945]
- story7-headline-1: ଭାରତୀୟ ସେନାଙ୍କ ସ୍ମୃତିରେ: [1064, 1866, 1432, 1905]
- legal-body-1: ନୋଟିସ ସି.ପି.ସି. ଅର୍ଡର- ୫ ରୁଲ୍- ୨୦ ମୁତାବକ। ୧) ଗୁଣା ସାହୁ, ପିତା- ସ୍ୱର୍ଗତ କୃଷ୍ଣ ଚନ୍ଦ୍ର ସାହୁ, ୨) ନିରଞ୍ଜନ ସାହୁ, ସ୍ୱା- ମଧୁସୂଦନ ନାୟକ, ସାଂ- ମଧୁପାଟଣା, ପୋ- ଗୋପାଳପୁର, ଥାନା- ଖୋର୍ଦ୍ଧା, ଜିଲ୍ଲା- ଖୋର୍ଦ୍ଧା, ୩) ସରୋଜିନୀ ସାହୁ, ସ୍ୱାମୀ- ସ୍ୱର୍ଗତ ବାସୁଦେବ ସାହୁ, ସାଂ/ପୋ- ମଞ୍ଜେଶ୍ୱର, ଥାନା- ମଞ୍ଜେଶ୍ୱର, ଜିଲ୍ଲା- ଖୋର୍ଦ୍ଧା।: [651, 1721, 1035, 1806]
- legal-versus: ବନାମ: [829, 1685, 857, 1700]
- sale-ad-2-text: ଭୁବନେଶ୍ୱର ବାରେଙ୍ଗର ନିକଟରେ ୩୦ ଫୁଟ ରାସ୍ତା ଥାଇ ଉତ୍ତରମୁଖୀ ପ୍ଲଟ ବିକ୍ରି ହେବ- 9178660666.: [6, 1349, 195, 1427]
- beach-photo: [120, 0, 560, 118]
- legal-order: ଅତିରିକ୍ତ ଆୟୁକ୍ତଙ୍କ ଆଦେଶ ଅନୁଯାୟୀ: [840, 2014, 1035, 2029]
- story4-headline-2: ମାସର ଶିଶୁକନ୍ୟା ମୃତ: [1272, 466, 1485, 495]
- story-congress: [6, 302, 447, 830]
- legal-signatory: ସ୍ୱା:/- କୋର୍ଟ ଅଫିସର: [929, 2049, 1035, 2064]
